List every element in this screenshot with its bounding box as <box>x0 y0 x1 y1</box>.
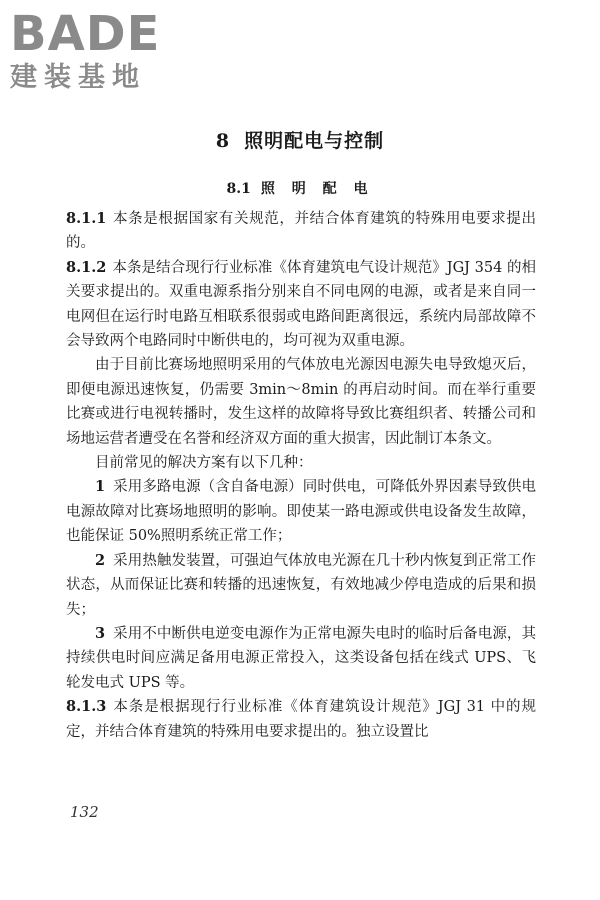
logo-subtitle-text: 建装基地 <box>10 62 146 93</box>
page-number: 132 <box>70 803 99 821</box>
clause-number: 8.1.2 <box>66 258 107 276</box>
clause-8-1-1 <box>66 207 536 256</box>
clause-number: 8.1.3 <box>66 698 107 716</box>
section-title <box>0 178 600 198</box>
section-title-text: 照 明 配 电 <box>260 181 374 197</box>
list-item <box>66 549 536 622</box>
list-item-number: 2 <box>95 551 106 569</box>
chapter-title <box>0 126 600 153</box>
list-item-text: 采用热触发装置，可强迫气体放电光源在几十秒内恢复到正常工作状态，从而保证比赛和转播的迅速恢复，有效地减少停电造成的后果和损失； <box>66 552 536 618</box>
list-item <box>66 622 536 695</box>
page-body <box>66 207 536 744</box>
section-number: 8.1 <box>226 181 251 197</box>
list-item-text: 采用多路电源（含自备电源）同时供电，可降低外界因素导致供电电源故障对比赛场地照明的影响。即使某一路电源或供电设备发生故障，也能保证 50%照明系统正常工作； <box>66 479 536 545</box>
clause-text: 本条是根据国家有关规范，并结合体育建筑的特殊用电要求提出的。 <box>66 211 536 252</box>
clause-8-1-2 <box>66 256 536 354</box>
chapter-title-text: 照明配电与控制 <box>244 130 385 152</box>
clause-text: 本条是结合现行行业标准《体育建筑电气设计规范》JGJ 354 的相关要求提出的。双重电源系指分别来自不同电网的电源，或者是来自同一电网但在运行时电路互相联系很弱或电路间距离很远，系统内局部故障不会导致两个电路同时中断供电的，均可视为双重电源。 <box>66 259 536 350</box>
clause-text: 本条是根据现行行业标准《体育建筑设计规范》JGJ 31 中的规定，并结合体育建筑的特殊用电要求提出的。独立设置比 <box>66 699 536 740</box>
paragraph: 由于目前比赛场地照明采用的气体放电光源因电源失电导致熄灭后，即便电源迅速恢复，仍需要 3min～8min 的再启动时间。而在举行重要比赛或进行电视转播时，发生这样的故障将导致比赛组织者、转播公司和场地运营者遭受在名誉和经济双方面的重大损害，因此制订本条文。 <box>66 357 536 447</box>
list-item <box>66 475 536 548</box>
list-item-text: 采用不中断供电逆变电源作为正常电源失电时的临时后备电源，其持续供电时间应满足备用电源正常投入，这类设备包括在线式 UPS、飞轮发电式 UPS 等。 <box>66 625 536 691</box>
logo-brand-text: BADE <box>10 6 161 62</box>
list-item-number: 1 <box>95 478 106 496</box>
clause-8-1-3 <box>66 695 536 744</box>
bade-logo <box>8 4 178 94</box>
chapter-number: 8 <box>215 130 231 152</box>
list-item-number: 3 <box>95 624 106 642</box>
paragraph: 目前常见的解决方案有以下几种： <box>95 455 313 472</box>
clause-number: 8.1.1 <box>66 210 107 227</box>
